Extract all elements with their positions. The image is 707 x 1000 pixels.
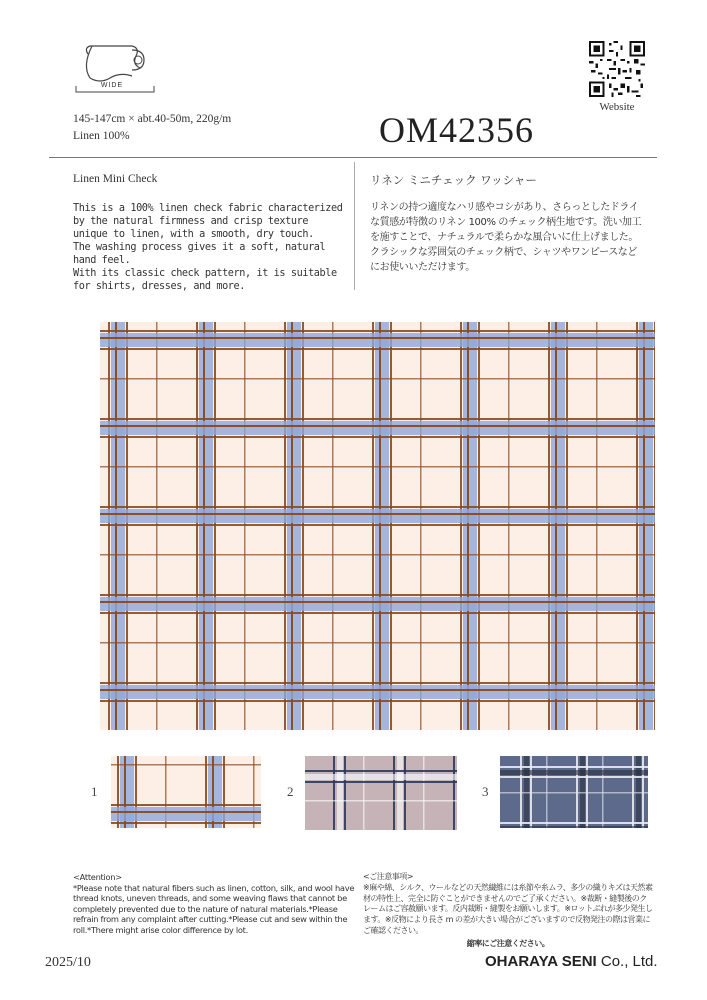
attention-en-title: <Attention> — [73, 872, 122, 882]
title-english: Linen Mini Check — [73, 173, 158, 185]
color-swatch-1 — [111, 756, 261, 828]
company-name — [485, 953, 658, 970]
wide-label: WIDE — [100, 82, 124, 89]
title-japanese: リネン ミニチェック ワッシャー — [370, 173, 537, 187]
spec-composition: Linen 100% — [73, 130, 130, 142]
swatch-number-2: 2 — [287, 784, 294, 799]
description-en-paragraph: The washing process gives it a soft, natural hand feel. — [73, 242, 326, 266]
attention-en-body: *Please note that natural fibers such as linen, cotton, silk, and wool have thread knots, uneven threads, and some weaving flaws that cannot be completely prevented due to the nature of natural materials.*Please refrain from any complaint after cutting.*Please cut and sew within the roll.*There might arise color difference by lot. — [73, 882, 355, 935]
spec-width-length-weight: 145-147cm × abt.40-50m, 220g/m — [73, 113, 232, 125]
issue-date: 2025/10 — [45, 955, 91, 970]
qr-code-icon[interactable] — [589, 41, 645, 97]
company-name-main: OHARAYA SENI — [485, 953, 597, 970]
attention-english — [73, 872, 363, 936]
attention-ja-title: <ご注意事項> — [363, 872, 413, 881]
column-divider — [354, 162, 355, 290]
company-name-suffix: Co., Ltd. — [600, 953, 658, 970]
shrinkage-note: 縮率にご注意ください。 — [466, 938, 550, 948]
color-swatch-3 — [500, 756, 648, 828]
description-en-paragraph: This is a 100% linen check fabric characterized by the natural firmness and crisp texture unique to linen, with a smooth, dry touch. — [73, 203, 343, 240]
attention-japanese — [363, 872, 653, 950]
description-japanese: リネンの持つ適度なハリ感やコシがあり、さらっとしたドライな質感が特徴のリネン 100% のチェック柄生地です。洗い加工を施すことで、ナチュラルで柔らかな風合いに仕上げました。クラシックな雰囲気のチェック柄で、シャツやワンピースなどにお使いいただけます。 — [370, 202, 642, 273]
description-english — [73, 202, 348, 293]
product-code: OM42356 — [379, 110, 535, 150]
website-label: Website — [599, 101, 635, 113]
header-divider — [49, 157, 657, 158]
color-swatch-2 — [305, 756, 457, 830]
description-en-paragraph: With its classic check pattern, it is suitable for shirts, dresses, and more. — [73, 268, 337, 292]
swatch-number-3: 3 — [482, 784, 489, 799]
attention-ja-body: ※麻や綿、シルク、ウールなどの天然繊維には糸節や糸ムラ、多少の織りキズは天然素材の特性上、完全に防ぐことができませんのでご了承ください。※裁断・縫製後のクレームはご容赦願います。反内裁断・縫製をお願いします。※ロットぶれが多少発生します。※反物により長さ m の差が大きい場合がございますので反物発注の際は営業にご確認ください。 — [363, 882, 653, 935]
swatch-number-1: 1 — [91, 784, 98, 799]
main-fabric-swatch — [100, 322, 655, 730]
